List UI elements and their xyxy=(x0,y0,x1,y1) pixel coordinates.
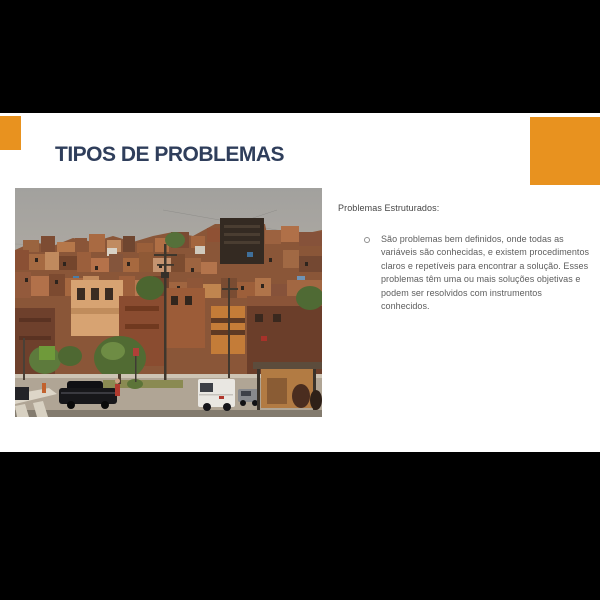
bullet-text-line: São problemas bem definidos, onde todas as xyxy=(381,234,564,244)
section-heading: Problemas Estruturados: xyxy=(338,203,440,213)
right-accent-bar xyxy=(530,117,600,185)
bullet-text-line: claros e repetíveis para encontrar a solução. Esses xyxy=(381,260,589,271)
bullet-text-line: variáveis são conhecidas, e existem procedimentos xyxy=(381,247,590,258)
presentation-slide xyxy=(0,113,600,452)
page-title: TIPOS DE PROBLEMAS xyxy=(55,143,285,166)
left-accent-bar xyxy=(0,116,21,150)
bullet-circle-icon xyxy=(364,237,370,243)
bullet-item xyxy=(338,233,590,313)
text-column xyxy=(338,203,590,313)
favela-photo-graphic xyxy=(15,188,322,417)
bullet-text-line: podem ser resolvidos com instrumentos xyxy=(381,287,542,298)
bullet-text-line: conhecidos. xyxy=(381,301,430,312)
bullet-text xyxy=(381,233,589,313)
favela-photo xyxy=(15,188,322,417)
bullet-text-line: problemas têm uma ou mais soluções objetivas e xyxy=(381,274,581,285)
